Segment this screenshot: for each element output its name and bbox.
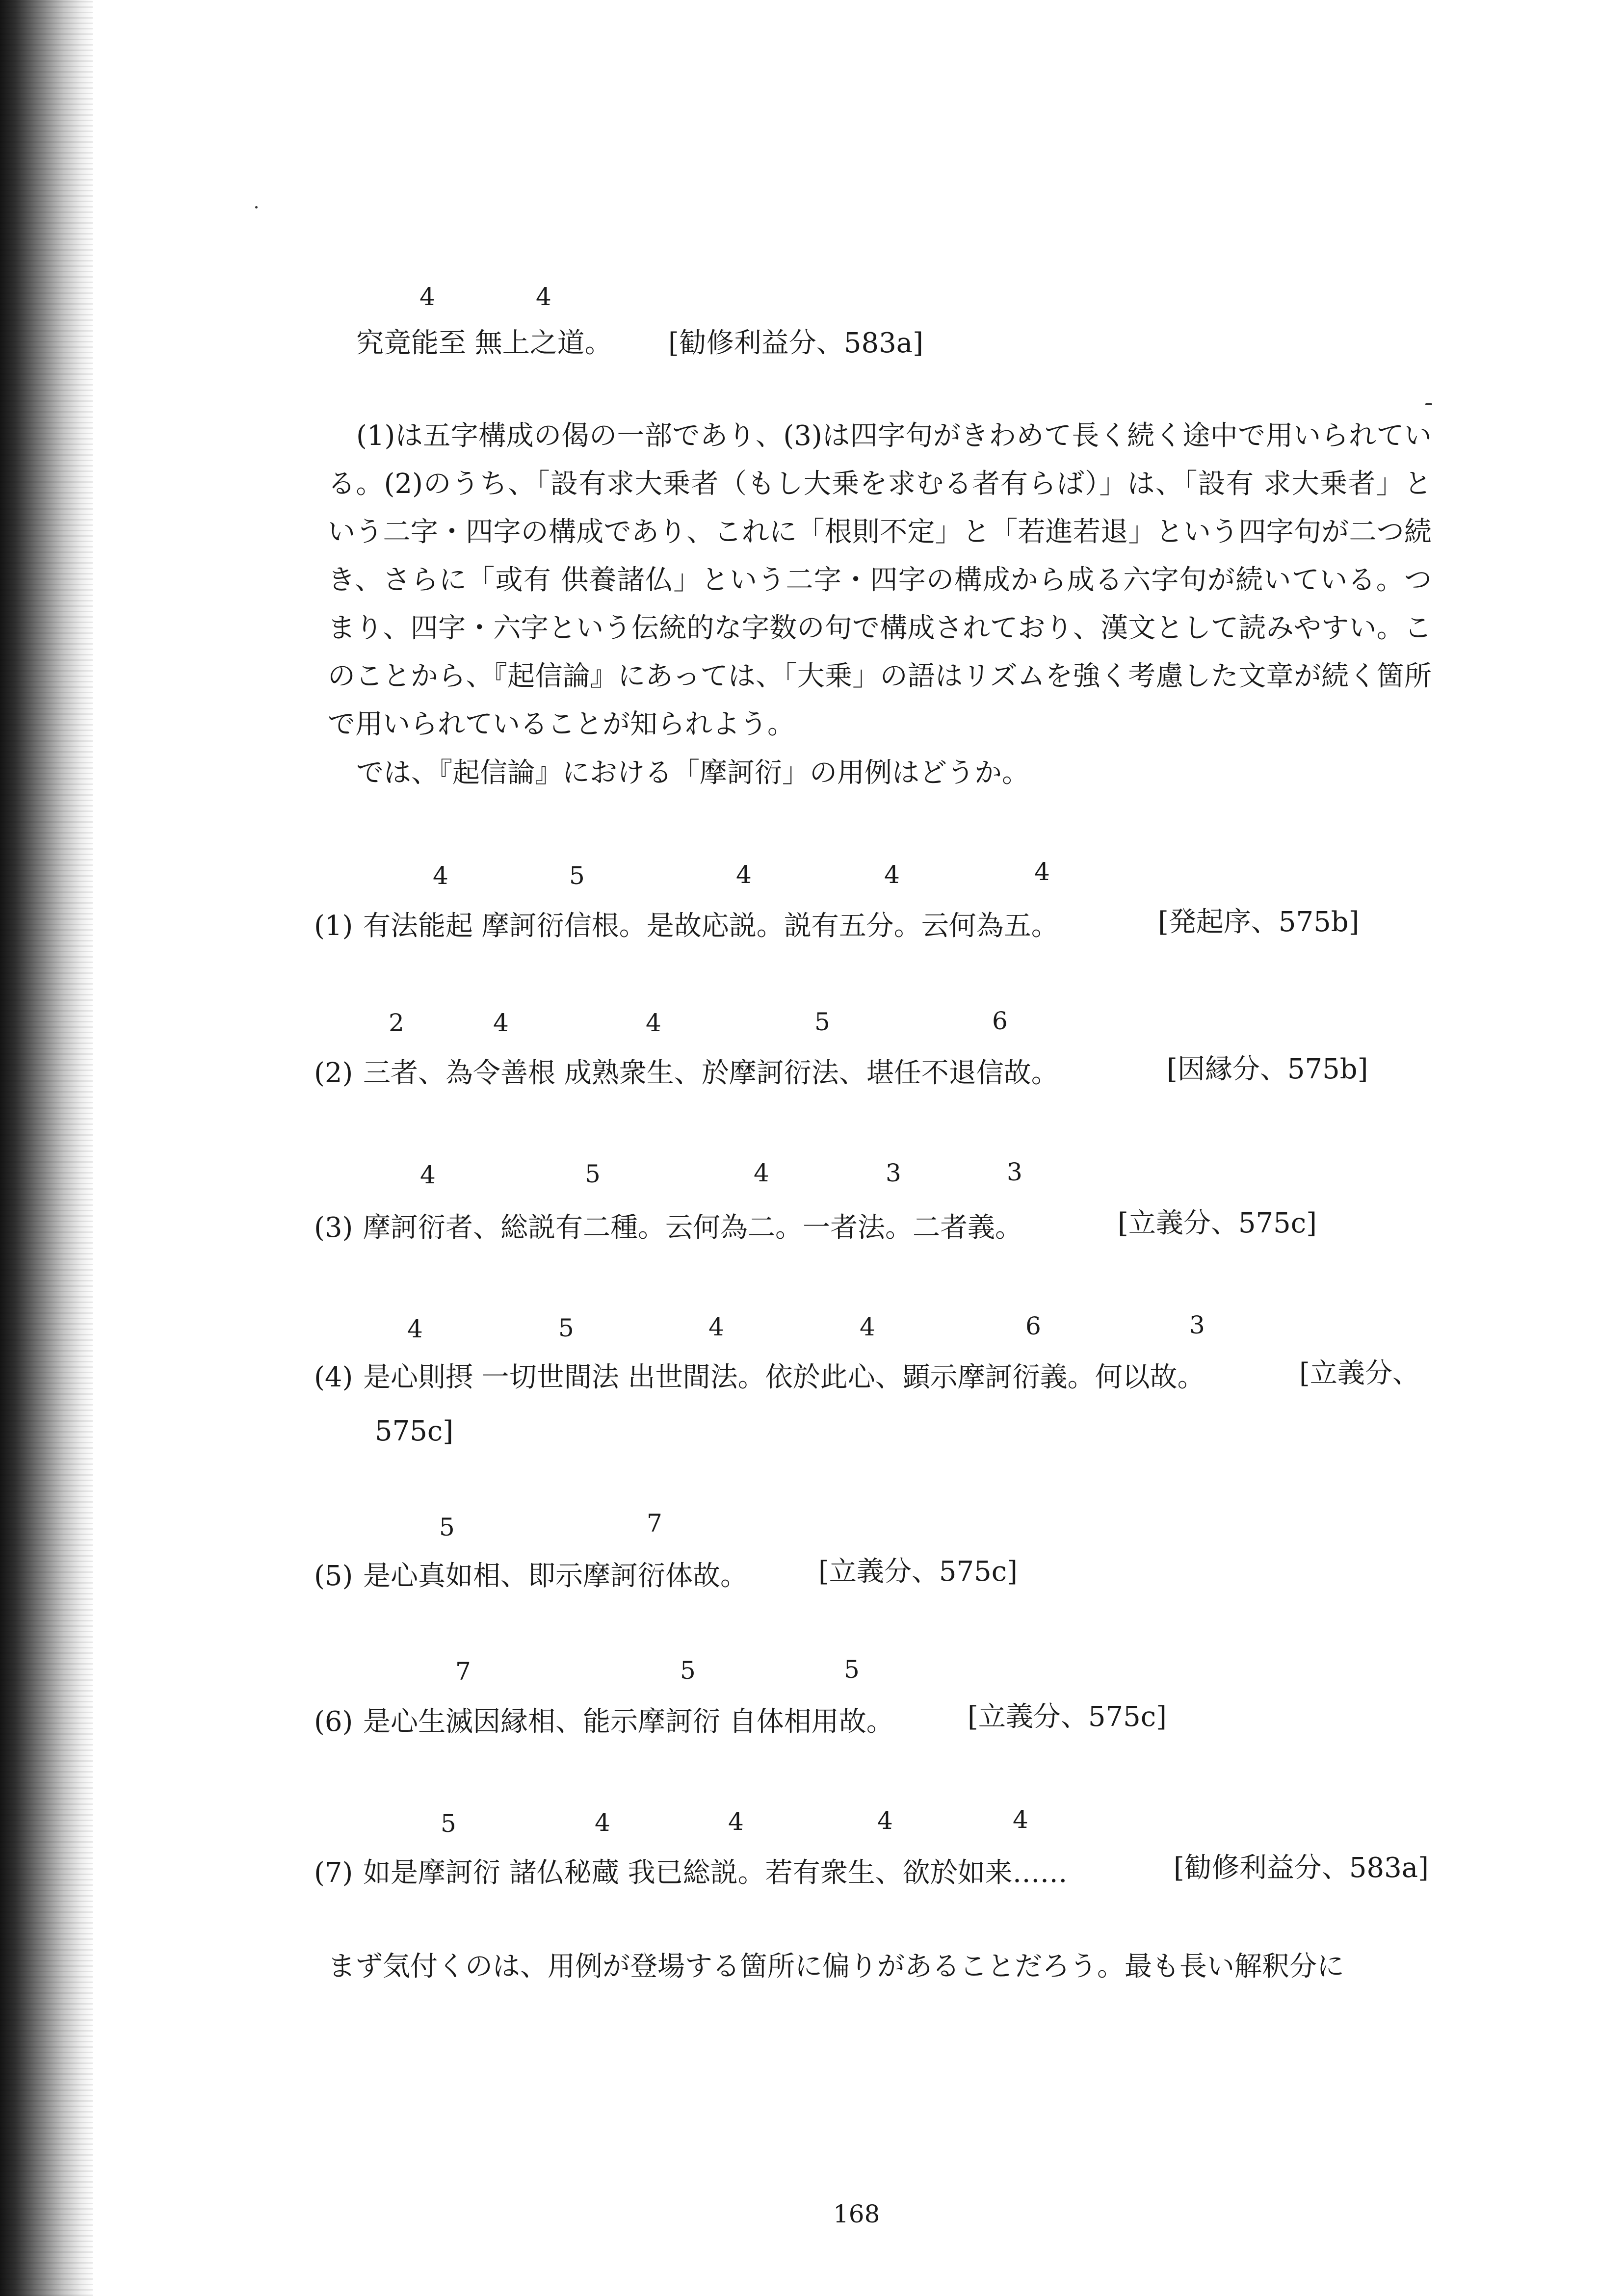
character-count: 6 (992, 1007, 1008, 1035)
character-count: 4 (433, 861, 448, 890)
citation: [立義分、575c] (818, 1556, 1018, 1588)
example-text: 是心真如相、即示摩訶衍体故。 (363, 1560, 748, 1592)
citation: [立義分、575c] (1118, 1207, 1317, 1239)
citation: [立義分、575c] (968, 1701, 1167, 1733)
example-text: 摩訶衍者、総説有二種。云何為二。一者法。二者義。 (363, 1212, 1022, 1244)
citation: [勧修利益分、583a] (668, 327, 923, 359)
character-count: 4 (877, 1806, 893, 1835)
scan-mark (1425, 403, 1432, 405)
character-count: 4 (708, 1313, 724, 1341)
character-count: 3 (1189, 1311, 1205, 1339)
example-label: (1) (314, 910, 353, 942)
quote-text: 究竟能至 無上之道。 (356, 327, 612, 359)
character-count: 5 (844, 1655, 860, 1684)
character-count: 7 (647, 1509, 662, 1538)
example-text: 有法能起 摩訶衍信根。是故応説。説有五分。云何為五。 (363, 910, 1059, 942)
character-count: 5 (680, 1656, 696, 1685)
character-count: 4 (407, 1315, 423, 1343)
citation: [発起序、575b] (1158, 906, 1360, 938)
example-label: (2) (314, 1057, 353, 1089)
character-count: 4 (884, 861, 900, 889)
character-count: 5 (441, 1809, 456, 1838)
discussion-paragraph: (1)は五字構成の偈の一部であり、(3)は四字句がきわめて長く続く途中で用いられている。(2)のうち、「設有求大乗者（もし大乗を求むる者有らば）」は、「設有 求大乗者」という二字・四字の構成であり、これに「根則不定」と「若進若退」という四字句が二つ続き、さらに「或有 供養諸仏」という二字・四字の構成から成る六字句が続いている。つまり、四字・六字という伝統的な字数の句で構成されており、漢文として読みやすい。このことから、『起信論』にあっては、「大乗」の語はリズムを強く考慮した文章が続く箇所で用いられていることが知られよう。 (328, 420, 1432, 740)
character-count: 3 (886, 1159, 901, 1187)
example-label: (7) (314, 1857, 353, 1889)
scan-speck (255, 206, 258, 209)
example-label: (5) (314, 1560, 353, 1592)
character-count: 4 (419, 283, 435, 311)
example-label: (3) (314, 1212, 353, 1244)
citation: [勧修利益分、583a] (1174, 1852, 1429, 1884)
example-label: (6) (314, 1706, 353, 1738)
character-count: 6 (1025, 1312, 1041, 1340)
question-paragraph: では、『起信論』における「摩訶衍」の用例はどうか。 (356, 757, 1029, 789)
character-count: 5 (569, 861, 585, 890)
character-count: 7 (455, 1657, 471, 1686)
character-count: 5 (585, 1160, 601, 1188)
character-count: 4 (536, 283, 551, 311)
character-count: 3 (1007, 1158, 1022, 1186)
example-label: (4) (314, 1361, 353, 1393)
citation: [因縁分、575b] (1167, 1053, 1368, 1085)
character-count: 2 (389, 1009, 404, 1037)
citation-continued: 575c] (375, 1415, 454, 1447)
example-text: 如是摩訶衍 諸仏秘蔵 我已総説。若有衆生、欲於如来…… (363, 1857, 1068, 1889)
example-text: 是心生滅因縁相、能示摩訶衍 自体相用故。 (363, 1706, 894, 1738)
character-count: 4 (493, 1009, 509, 1037)
character-count: 5 (814, 1008, 830, 1036)
binding-scan-streaks (0, 0, 93, 2296)
character-count: 4 (860, 1313, 875, 1341)
citation: [立義分、 (1299, 1357, 1420, 1389)
character-count: 4 (736, 861, 752, 889)
character-count: 5 (439, 1513, 455, 1541)
example-text: 是心則摂 一切世間法 出世間法。依於此心、顕示摩訶衍義。何以故。 (363, 1361, 1205, 1393)
character-count: 4 (646, 1009, 661, 1037)
character-count: 4 (754, 1159, 769, 1187)
character-count: 4 (1034, 858, 1050, 886)
character-count: 4 (420, 1161, 436, 1189)
character-count: 4 (1013, 1805, 1028, 1834)
closing-paragraph: まず気付くのは、用例が登場する箇所に偏りがあることだろう。最も長い解釈分に (328, 1951, 1344, 1983)
character-count: 5 (558, 1314, 574, 1342)
character-count: 4 (728, 1807, 744, 1836)
example-text: 三者、為令善根 成熟衆生、於摩訶衍法、堪任不退信故。 (363, 1057, 1059, 1089)
page-number: 168 (833, 2200, 880, 2228)
character-count: 4 (595, 1808, 610, 1837)
